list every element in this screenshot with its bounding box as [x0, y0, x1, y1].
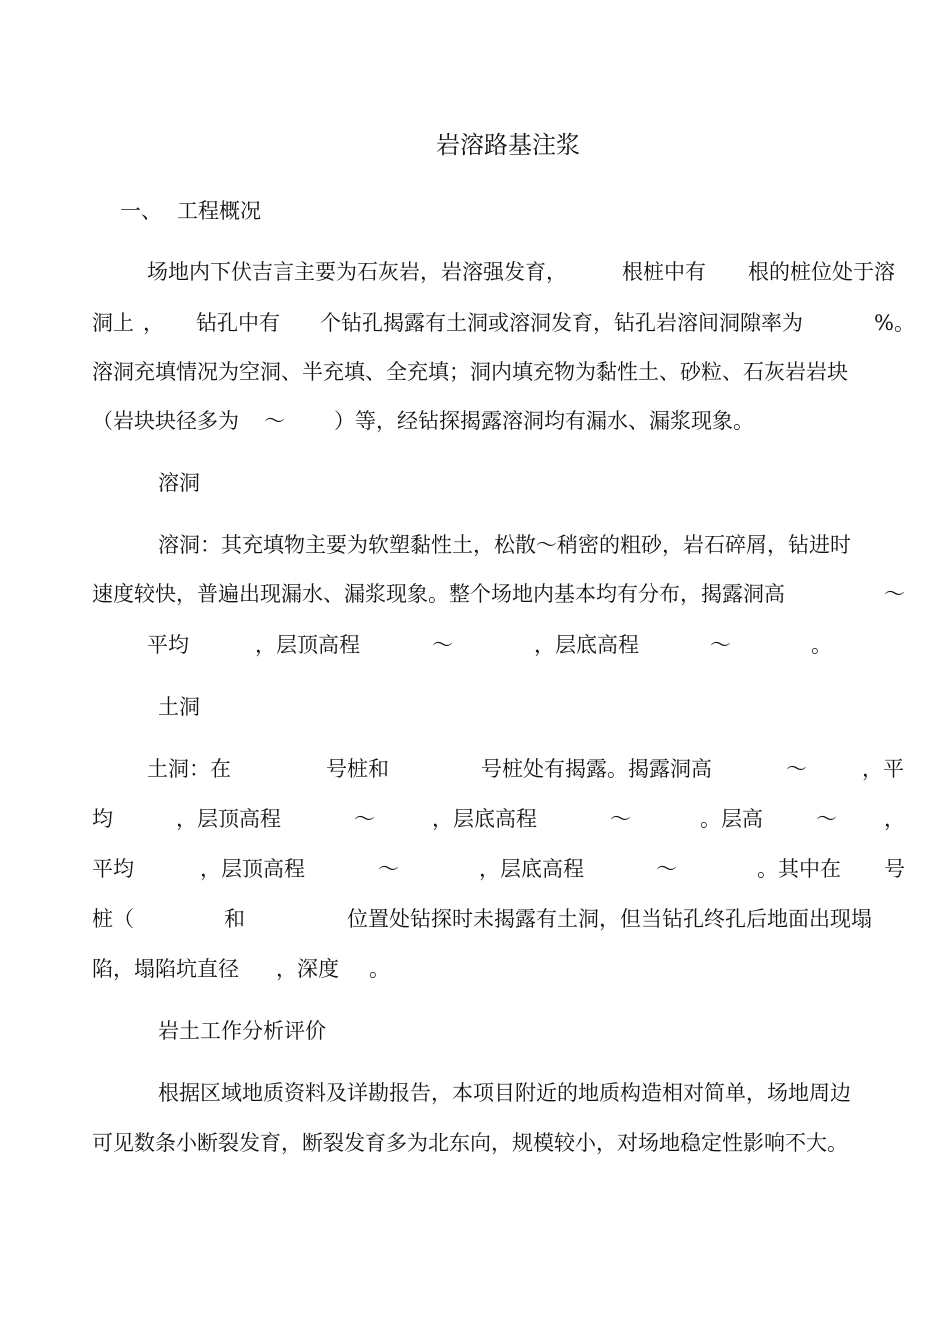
page-title: 岩溶路基注浆	[436, 131, 580, 159]
text-fragment: ，层底高程	[534, 633, 639, 657]
text-fragment: 洞上	[92, 311, 134, 335]
text-fragment: 位置处钻探时未揭露有土洞，但当钻孔终孔后地面出现塌	[347, 907, 872, 931]
text-fragment: ～	[378, 857, 399, 881]
text-fragment: 。层高	[700, 807, 763, 831]
subheading-soil-cave: 土洞	[158, 695, 200, 719]
section-number: 一、	[120, 199, 162, 223]
text-fragment: ～	[710, 633, 731, 657]
text-fragment: ～	[786, 757, 807, 781]
text-fragment: ，深度	[276, 957, 339, 981]
text-fragment: （岩块块径多为	[92, 409, 239, 433]
text-fragment: ）等，经钻探揭露溶洞均有漏水、漏浆现象。	[334, 409, 754, 433]
text-fragment: 溶洞：其充填物主要为软塑黏性土，松散～稍密的粗砂，岩石碎屑，钻进时	[158, 533, 851, 557]
text-fragment: 和	[224, 907, 245, 931]
text-fragment: 根据区域地质资料及详勘报告，本项目附近的地质构造相对简单，场地周边	[158, 1081, 851, 1105]
text-fragment: ～	[884, 582, 905, 606]
text-fragment: ，层底高程	[479, 857, 584, 881]
text-fragment: ～	[610, 807, 631, 831]
subheading-evaluation: 岩土工作分析评价	[158, 1019, 326, 1043]
text-fragment: 场地内下伏吉言主要为石灰岩，岩溶强发育，	[147, 260, 567, 284]
text-fragment: ～	[354, 807, 375, 831]
text-fragment: 。其中在	[757, 857, 841, 881]
text-fragment: 根的桩位处于溶	[748, 260, 895, 284]
text-fragment: ，层顶高程	[200, 857, 305, 881]
text-fragment: ，层顶高程	[255, 633, 360, 657]
text-fragment: 桩（	[92, 907, 134, 931]
subheading-karst-cave: 溶洞	[158, 471, 200, 495]
text-fragment: ～	[656, 857, 677, 881]
section-heading: 工程概况	[177, 199, 261, 223]
text-fragment: 根桩中有	[622, 260, 706, 284]
text-fragment: 土洞：在	[147, 757, 231, 781]
text-fragment: ，	[884, 807, 905, 831]
text-fragment: 陷，塌陷坑直径	[92, 957, 239, 981]
text-fragment: 平均	[92, 857, 134, 881]
text-fragment: 可见数条小断裂发育，断裂发育多为北东向，规模较小，对场地稳定性影响不大。	[92, 1131, 848, 1155]
text-fragment: 。	[369, 957, 390, 981]
text-fragment: 钻孔中有	[196, 311, 280, 335]
text-fragment: 个钻孔揭露有土洞或溶洞发育，钻孔岩溶间洞隙率为	[320, 311, 803, 335]
text-fragment: ，层底高程	[432, 807, 537, 831]
text-fragment: 。	[811, 633, 832, 657]
text-fragment: 号	[884, 857, 905, 881]
text-fragment: ，	[143, 311, 164, 335]
text-fragment: ～	[432, 633, 453, 657]
text-fragment: 速度较快，普遍出现漏水、漏浆现象。整个场地内基本均有分布，揭露洞高	[92, 582, 785, 606]
text-fragment: 均	[92, 807, 113, 831]
text-fragment: %。	[874, 311, 915, 335]
text-fragment: 号桩和	[326, 757, 389, 781]
text-fragment: ～	[264, 409, 285, 433]
text-fragment: ～	[816, 807, 837, 831]
text-fragment: ，层顶高程	[176, 807, 281, 831]
text-fragment: ，平	[862, 757, 904, 781]
text-fragment: 溶洞充填情况为空洞、半充填、全充填；洞内填充物为黏性土、砂粒、石灰岩岩块	[92, 360, 848, 384]
text-fragment: 平均	[147, 633, 189, 657]
text-fragment: 号桩处有揭露。揭露洞高	[481, 757, 712, 781]
